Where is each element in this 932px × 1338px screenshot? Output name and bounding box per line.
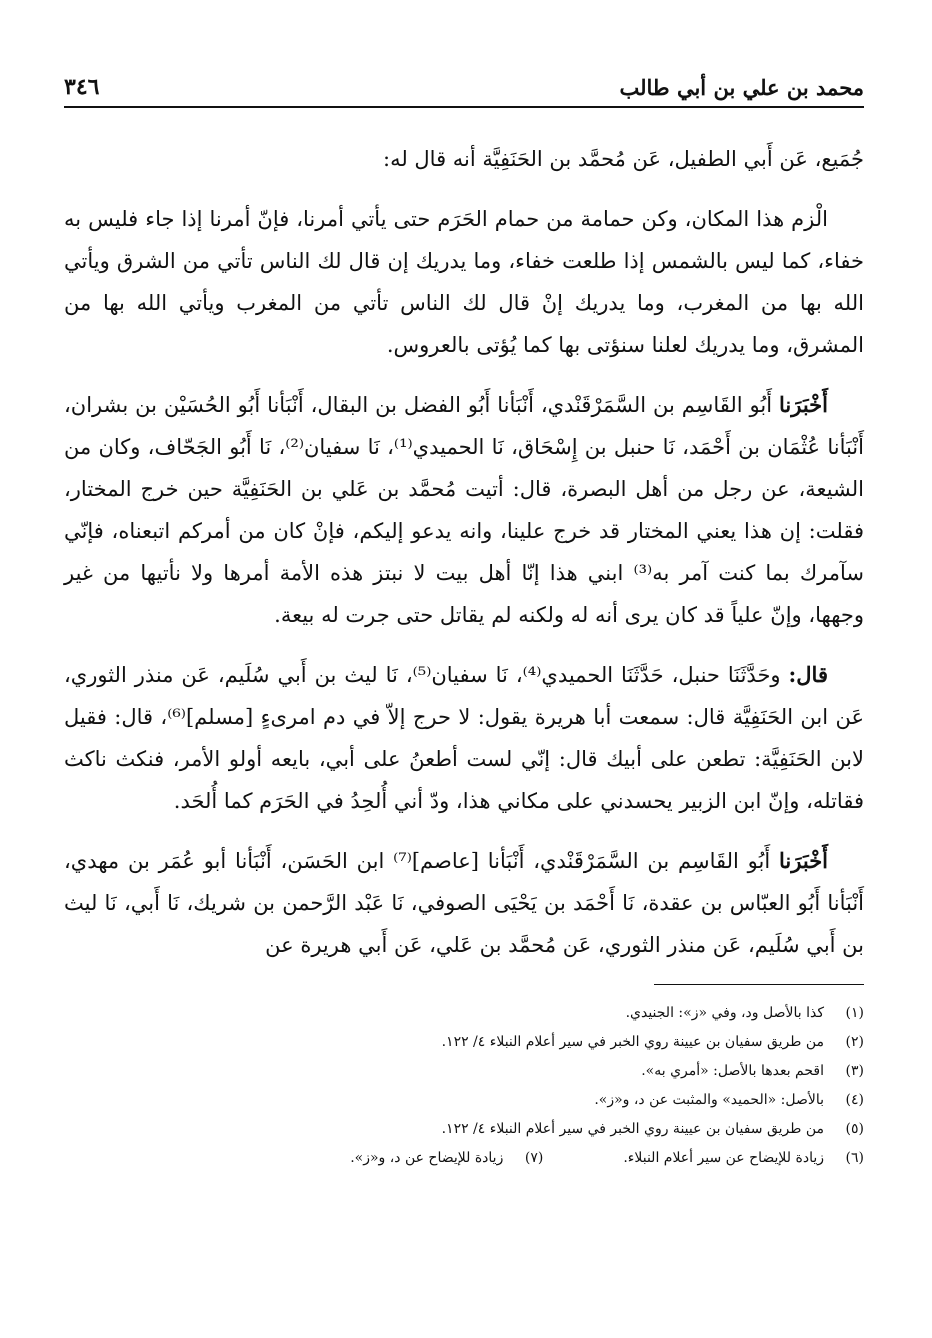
- paragraph-lead: أَخْبَرَنا: [779, 848, 829, 873]
- footnote-rule: [654, 984, 864, 985]
- footnote-row-6-7: [64, 1144, 864, 1173]
- paragraph-1: [64, 138, 864, 180]
- paragraph-text: جُمَيع، عَن أَبي الطفيل، عَن مُحمَّد بن الحَنَفِيَّة أنه قال له:: [383, 147, 864, 171]
- paragraph-4: [64, 654, 864, 822]
- running-title: محمد بن علي بن أبي طالب: [619, 75, 864, 100]
- footnotes: [64, 999, 864, 1173]
- paragraph-text: أَبُو القَاسِم بن السَّمَرْقَنْدي، أَنْبَأنا [عاصم]⁽⁷⁾ ابن الحَسَن، أَنْبَأنا أبو عُمَر بن مهدي، أَنْبَأنا أَبُو العبّاس بن عقدة، نَا أَحْمَد بن يَحْيَى الصوفي، نَا عَبْد الرَّحمن بن شريك، نَا أَبي، نَا ليث بن أَبي سُلَيم، عَن منذر الثوري، عَن مُحمَّد بن عَلي، عَن أَبي هريرة عن: [64, 849, 864, 957]
- footnote-text: زيادة للإيضاح عن سير أعلام النبلاء.: [623, 1150, 824, 1166]
- paragraph-lead: أَخْبَرَنا: [779, 392, 828, 417]
- paragraph-lead: قال:: [788, 662, 828, 687]
- footnote-number: (٧): [524, 1150, 544, 1166]
- footnote-number: (١): [845, 1005, 864, 1021]
- paragraph-text: وحَدَّثَنَا حنبل، حَدَّثَنَا الحميدي⁽⁴⁾، نَا سفيان⁽⁵⁾، نَا ليث بن أَبي سُلَيم، عَن منذر الثوري، عَن ابن الحَنَفِيَّة قال: سمعت أبا هريرة يقول: لا حرج إلاّ في دم امرىءٍ [مسلم]⁽⁶⁾، قال: فقيل لابن الحَنَفِيَّة: تطعن على أبيك قال: إنّي لست أطعنُ على أبي، بايعه أولو الأمر، فنكث ناكث فقاتله، وإنّ ابن الزبير يحسدني على مكاني هذا، ودّ أني أُلحِدُ في الحَرَم كما أُلحَد.: [64, 663, 864, 813]
- footnote-4: [64, 1086, 864, 1115]
- footnote-number: (٥): [845, 1121, 864, 1137]
- header-rule: [64, 106, 864, 108]
- footnote-text: كذا بالأصل ود، وفي «ز»: الجنيدي.: [625, 1005, 824, 1021]
- paragraph-5: [64, 840, 864, 966]
- footnote-text: من طريق سفيان بن عيينة روي الخبر في سير أعلام النبلاء ٤/ ١٢٢.: [441, 1121, 824, 1137]
- footnote-6: [623, 1144, 864, 1173]
- footnote-text: اقحم بعدها بالأصل: «أمري به».: [641, 1063, 824, 1079]
- footnote-text: زيادة للإيضاح عن د، و«ز».: [350, 1150, 504, 1166]
- paragraph-text: أَبُو القَاسِم بن السَّمَرْقَنْدي، أَنْبَأنا أَبُو الفضل بن البقال، أَنْبَأنا أَبُو الحُسَيْن بن بشران، أَنْبَأنا عُثْمَان بن أَحْمَد، نَا حنبل بن إِسْحَاق، نَا الحميدي⁽¹⁾، نَا سفيان⁽²⁾، نَا أَبُو الجَحّاف، وكان من الشيعة، عن رجل من أهل البصرة، قال: أتيت مُحمَّد بن عَلي بن الحَنَفِيَّة حين خرج المختار، فقلت: إن هذا يعني المختار قد خرج علينا، وانه يدعو إليكم، فإنْ كان من أمركم اتبعناه، فإنّي سآمرك بما كنت آمر به⁽³⁾ ابني هذا إنّا أهل بيت لا نبتز هذه الأمة أمرها ولا نأتيها من غير وجهها، وإنّ علياً قد كان يرى أنه له ولكنه لم يقاتل حتى جرت له بيعة.: [64, 393, 864, 627]
- footnote-number: (٢): [845, 1034, 864, 1050]
- footnote-7: [350, 1144, 543, 1173]
- footnote-3: [64, 1057, 864, 1086]
- paragraph-2: [64, 198, 864, 366]
- footnote-text: بالأصل: «الحميد» والمثبت عن د، و«ز».: [594, 1092, 824, 1108]
- footnote-5: [64, 1115, 864, 1144]
- footnote-1: [64, 999, 864, 1028]
- footnote-number: (٣): [845, 1063, 864, 1079]
- paragraph-3: [64, 384, 864, 636]
- page-header: [64, 52, 864, 100]
- main-text: [64, 138, 864, 966]
- page-number: ٣٤٦: [64, 74, 100, 100]
- footnote-number: (٦): [845, 1150, 864, 1166]
- book-page: [64, 52, 864, 1173]
- footnote-number: (٤): [845, 1092, 864, 1108]
- footnote-text: من طريق سفيان بن عيينة روي الخبر في سير أعلام النبلاء ٤/ ١٢٢.: [441, 1034, 824, 1050]
- paragraph-text: الْزم هذا المكان، وكن حمامة من حمام الحَرَم حتى يأتي أمرنا، فإنّ أمرنا إذا جاء فليس به خفاء، كما ليس بالشمس إذا طلعت خفاء، وما يدريك إن قال لك الناس تأتي من الشرق ويأتي الله بها من المغرب، وما يدريك إنْ قال لك الناس تأتي من المغرب ويأتي الله بها من المشرق، وما يدريك لعلنا سنؤتى بها كما يُؤتى بالعروس.: [64, 207, 864, 357]
- footnote-2: [64, 1028, 864, 1057]
